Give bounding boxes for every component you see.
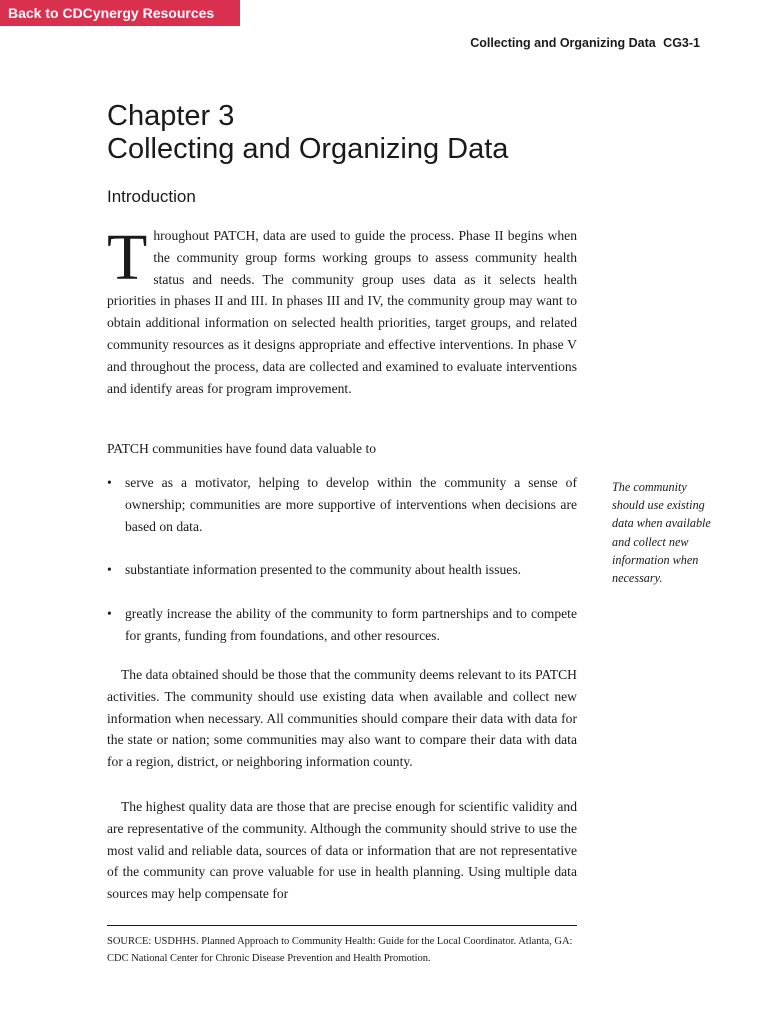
margin-note: The community should use existing data when available and collect new information when necessary. bbox=[612, 480, 711, 586]
bullet-glyph: • bbox=[107, 475, 112, 490]
paragraph-text: The data obtained should be those that the community deems relevant to its PATCH activities. The community should use existing data when available and collect new information when necessary. All communities should compare their data with data for the state or nation; some communities may also want to compare their data with data for a region, district, or neighboring information county. bbox=[107, 667, 577, 770]
running-head bbox=[470, 36, 700, 50]
source-footnote: SOURCE: USDHHS. Planned Approach to Community Health: Guide for the Local Coordinator. Atlanta, GA: CDC National Center for Chronic Disease Prevention and Health Promotion. bbox=[107, 936, 573, 964]
page-number: CG3-1 bbox=[663, 36, 700, 50]
intro-text: hroughout PATCH, data are used to guide the process. Phase II begins when the community group forms working groups to assess community health status and needs. The community group uses data as it selects health priorities in phases II and III. In phases III and IV, the community group may want to obtain additional information on selected health priorities, target groups, and related community resources as it designs appropriate and effective interventions. In phase V and throughout the process, data are collected and examined to evaluate interventions and identify areas for program improvement. bbox=[107, 228, 577, 396]
list-item-text: greatly increase the ability of the community to form partnerships and to compete for grants, funding from foundations, and other resources. bbox=[125, 606, 577, 643]
paragraph-text: The highest quality data are those that are precise enough for scientific validity and are representative of the community. Although the community should strive to use the most valid and reliable data, sources of data or information that are not representative of the community can prove valuable for use in health planning. Using multiple data sources may help compensate for bbox=[107, 799, 577, 902]
back-to-resources-link[interactable]: Back to CDCynergy Resources bbox=[0, 0, 240, 26]
footnote-divider bbox=[107, 925, 577, 926]
intro-paragraph bbox=[107, 221, 577, 399]
list-item-text: substantiate information presented to the community about health issues. bbox=[125, 562, 522, 578]
chapter-title bbox=[107, 100, 508, 166]
bullet-glyph: • bbox=[107, 562, 112, 578]
list-item bbox=[107, 603, 577, 647]
paragraph-relevant-data bbox=[107, 664, 577, 773]
bullet-glyph: • bbox=[107, 606, 112, 622]
bullet-list bbox=[107, 472, 577, 647]
drop-cap: T bbox=[107, 221, 148, 294]
chapter-name: Collecting and Organizing Data bbox=[107, 133, 509, 165]
running-head-title: Collecting and Organizing Data bbox=[470, 36, 656, 50]
chapter-number: Chapter 3 bbox=[107, 100, 235, 132]
list-item-text: serve as a motivator, helping to develop within the community a sense of ownership; communities are more supportive of interventions when decisions are based on data. bbox=[125, 475, 577, 534]
list-item bbox=[107, 472, 577, 537]
list-item bbox=[107, 559, 577, 581]
paragraph-quality-data bbox=[107, 796, 577, 905]
lead-in-text: PATCH communities have found data valuable to bbox=[107, 441, 377, 456]
section-heading: Introduction bbox=[107, 187, 196, 206]
lead-in bbox=[107, 438, 577, 460]
